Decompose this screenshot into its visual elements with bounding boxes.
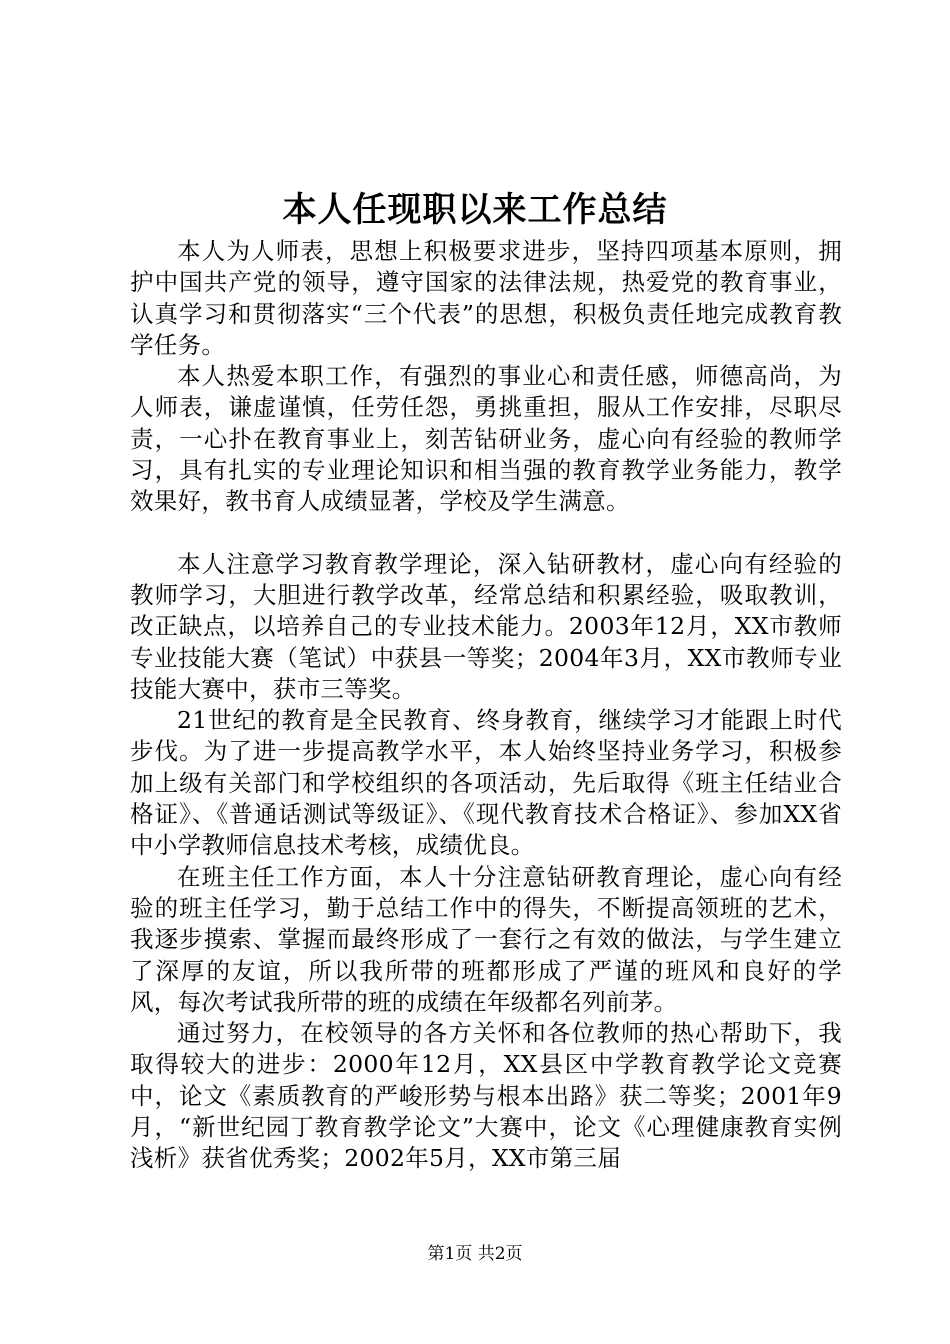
paragraph-6: 通过努力，在校领导的各方关怀和各位教师的热心帮助下，我取得较大的进步：2000年12月，XX县区中学教育教学论文竞赛中，论文《素质教育的严峻形势与根本出路》获二等奖；2001年9月，“新世纪园丁教育教学论文”大赛中，论文《心理健康教育实例浅析》获省优秀奖；2002年5月，XX市第三届 [130,1019,842,1173]
paragraph-3: 本人注意学习教育教学理论，深入钻研教材，虚心向有经验的教师学习，大胆进行教学改革，经常总结和积累经验，吸取教训，改正缺点，以培养自己的专业技术能力。2003年12月，XX市教师专业技能大赛（笔试）中获县一等奖；2004年3月，XX市教师专业技能大赛中，获市三等奖。 [130,549,842,703]
page-number-footer: 第1页 共2页 [427,1244,523,1264]
document-body [130,236,842,1175]
paragraph-1: 本人为人师表，思想上积极要求进步，坚持四项基本原则，拥护中国共产党的领导，遵守国家的法律法规，热爱党的教育事业，认真学习和贯彻落实“三个代表”的思想，积极负责任地完成教育教学任务。 [130,237,842,359]
paragraph-4: 21世纪的教育是全民教育、终身教育，继续学习才能跟上时代步伐。为了进一步提高教学水平，本人始终坚持业务学习，积极参加上级有关部门和学校组织的各项活动，先后取得《班主任结业合格证》、《普通话测试等级证》、《现代教育技术合格证》、参加XX省中小学教师信息技术考核，成绩优良。 [130,706,842,860]
paragraph-5: 在班主任工作方面，本人十分注意钻研教育理论，虚心向有经验的班主任学习，勤于总结工作中的得失，不断提高领班的艺术，我逐步摸索、掌握而最终形成了一套行之有效的做法，与学生建立了深厚的友谊，所以我所带的班都形成了严谨的班风和良好的学风，每次考试我所带的班的成绩在年级都名列前茅。 [130,862,842,1016]
document-title: 本人任现职以来工作总结 [282,190,668,230]
paragraph-2: 本人热爱本职工作，有强烈的事业心和责任感，师德高尚，为人师表，谦虚谨慎，任劳任怨，勇挑重担，服从工作安排，尽职尽责，一心扑在教育事业上，刻苦钻研业务，虚心向有经验的教师学习，具有扎实的专业理论知识和相当强的教育教学业务能力，教学效果好，教书育人成绩显著，学校及学生满意。 [130,362,842,516]
